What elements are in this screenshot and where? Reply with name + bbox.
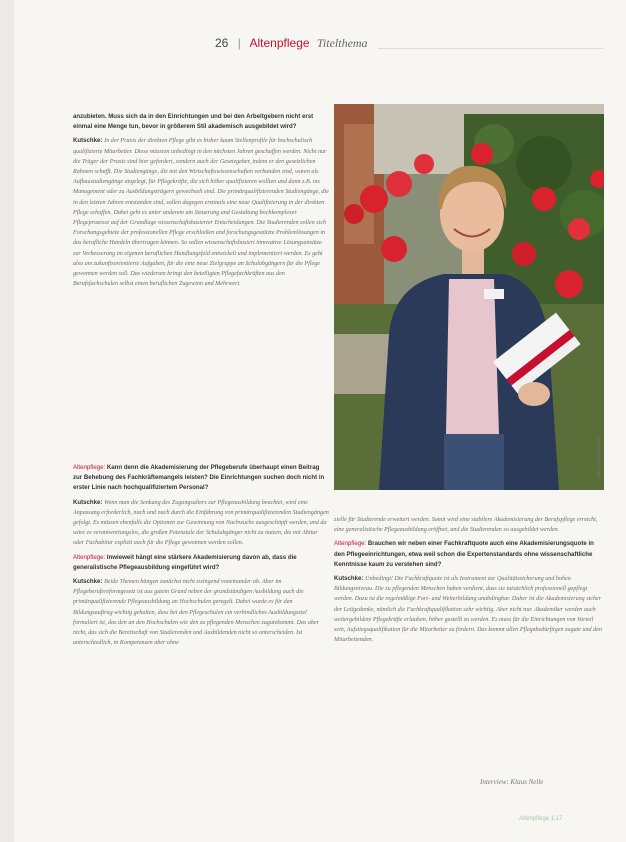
- answer-paragraph: [73, 498, 329, 549]
- answer-text: Unbedingt! Die Fachkraftquote ist als Instrument zur Qualitätssicherung und hohen Bildungsniveau. Die zu pflegenden Menschen haben verdient, dass sie tatsächlich professionell gepflegt werden. Dazu ist die regelmäßige Fort- und Weiterbildung unabdingbar. Daher ist die Akademisierung sicher der Leitgedanke, nämlich die Fachkraftqualifikation sehr wichtig. Aber nicht nur. Akademiker werden auch weitergebildete Pflegekräfte erlauben, höher gestellt zu werden. Es muss für die Einrichtungen von Vorteil sein, Aufstiegsqualifikation für die Mitarbeiter zu fördern. Das kommt allen Pflegebedürftigen zugute und den Mitarbeitenden.: [334, 576, 602, 644]
- question-text: Inwieweit hängt eine stärkere Akademisierung davon ab, dass die generalistische Pflegeausbildung eingeführt wird?: [73, 553, 297, 571]
- question-paragraph: [73, 463, 329, 494]
- answer-paragraph: [73, 136, 329, 289]
- header-rule: [378, 48, 604, 49]
- topic-label: Titelthema: [316, 36, 368, 50]
- answer-text: In der Praxis der direkten Pflege gibt es bisher kaum Stellenprofile für hochschulisch qualifizierte Mitarbeiter. Diese müssten unbedingt in den nächsten Jahren geschaffen werden. Nicht nur die Träger der Praxis sind hier gefordert, sondern auch der Gesetzgeber, indem er den gesetzlichen Rahmen schafft. Die Studiengänge, die mit den Wirtschaftswissenschaften verbunden sind, waren als Aufbaustudiengänge angelegt, für Pflegekräfte, die sich höher qualifizieren wollten und dann z.B. ins Management oder zu Ausbildungsträgern gewechselt sind. Die primärqualifizierenden Studiengänge, die in den letzten Jahren entstanden sind, sollen dagegen erstmals eine neue Qualifizierung in der direkten Pflege schaffen. Dabei geht es unter anderem um Steuerung und Gestaltung hochkomplexer Pflegeprozesse auf der Grundlage wissenschaftsbasierter Entscheidungen. Die Studierenden sollen sich Forschungsgebiete der professionellen Pflege erschließen und forschungsgestützte Problemlösungen in das berufliche Handeln übertragen können. So sollen wissenschaftsbasiert innovative Lösungsansätze zur Verbesserung im eigenen beruflichen Handlungsfeld entwickelt und implementiert werden. Es geht also um zukunftsorientierte Aufgaben, für die eine neue Zielgruppe an Schulabgängern für die Pflege gewonnen werden soll. Das wiederum bringt den beteiligten Pflegefachkräften aus den Berufsfachschulen selbst einen beruflichen Zugewinn und Mehrwert.: [73, 138, 329, 288]
- answer-paragraph: [334, 574, 606, 645]
- footer-issue: Altenpflege 1.17: [519, 816, 563, 822]
- question-text: Kann denn die Akademisierung der Pflegeberufe überhaupt einen Beitrag zur Behebung des Fachkräftemangels leisten? Die Einrichtungen suchen doch nicht in erster Linie nach hochqualifiziertem Personal?: [73, 464, 325, 492]
- interview-signature: Interview: Klaus Nelle: [480, 778, 544, 786]
- header-separator: |: [237, 36, 241, 50]
- page-header: [215, 36, 368, 51]
- speaker-label: Kutschke:: [73, 498, 103, 506]
- interviewer-label: Altenpflege:: [73, 553, 106, 561]
- photo-credit: Foto: Thomas Franz: [596, 437, 601, 478]
- article-column-right-bottom: [334, 515, 606, 767]
- answer-text: Wenn man die Senkung des Zugangsalters zur Pflegeausbildung beachtet, wird eine Anpassung erforderlich, nach und nach durch die Einführung von primärqualifizierenden Studiengängen gefolgt. Es müssen ebenfalls die Optionen zur Gewinnung von Nachwuchs ausgeschöpft werden, und da wäre es verantwortungslos, die großen Potenziale der Schulabgänger nicht zu nutzen, die mit Abitur oder Fachabitur explizit auch für die Pflege gewonnen werden sollen.: [73, 499, 329, 547]
- article-column-left-top: [73, 112, 329, 464]
- page-number: 26: [215, 36, 229, 50]
- interviewer-label: Altenpflege:: [334, 540, 367, 548]
- question-paragraph: [73, 553, 329, 573]
- section-label: Altenpflege: [249, 36, 310, 50]
- answer-continuation: [334, 515, 606, 535]
- interviewer-label: Altenpflege:: [73, 464, 106, 471]
- question-paragraph: [334, 539, 606, 570]
- speaker-label: Kutschke:: [73, 578, 103, 586]
- answer-text: Beide Themen hängen zunächst nicht zwingend voneinander ab. Aber im Pflegeberufereformgesetz ist aus gutem Grund neben der grundständigen Ausbildung auch die primärqualifizierende Pflegeausbildung an Hochschulen geregelt. Dabei wurde es für den Bildungsauftrag wichtig gehalten, dass bei den Pflegeschulen ein verbindliches Ausbildungsziel formuliert ist, das den an den Hochschulen wie den zu pflegenden Menschen zugutekommt. Das aber nicht, das sich die Bereitschaft von Studierenden und Ausbildenden nicht so unterscheiden. Ist unterschiedlich, in Kompetenzen aber ohne: [73, 579, 320, 647]
- question-continuation: anzubieten. Muss sich da in den Einrichtungen und bei den Arbeitgebern nicht erst einmal eine Menge tun, bevor in größerem Stil akademisch ausgebildet wird?: [73, 113, 314, 131]
- speaker-label: Kutschke:: [334, 575, 364, 583]
- question-text: Brauchen wir neben einer Fachkraftquote auch eine Akademisierungsquote in den Pflegeeinrichtungen, etwa weil schon die Expertenstandards ohne wissenschaftliche Kenntnisse kaum zu verstehen sind?: [334, 540, 594, 568]
- article-column-left-bottom: [73, 463, 329, 803]
- portrait-photo: [334, 104, 604, 490]
- speaker-label: Kutschke:: [73, 137, 103, 145]
- answer-paragraph: [73, 577, 329, 648]
- answer-text: zielle für Studierende erweitert werden. Somit wird eine stabilere Akademisierung der Berufspflege erreicht, eine generalistische Pflegeausbildung eröffnet, und die Studierenden so ausgebildet werden.: [334, 517, 598, 534]
